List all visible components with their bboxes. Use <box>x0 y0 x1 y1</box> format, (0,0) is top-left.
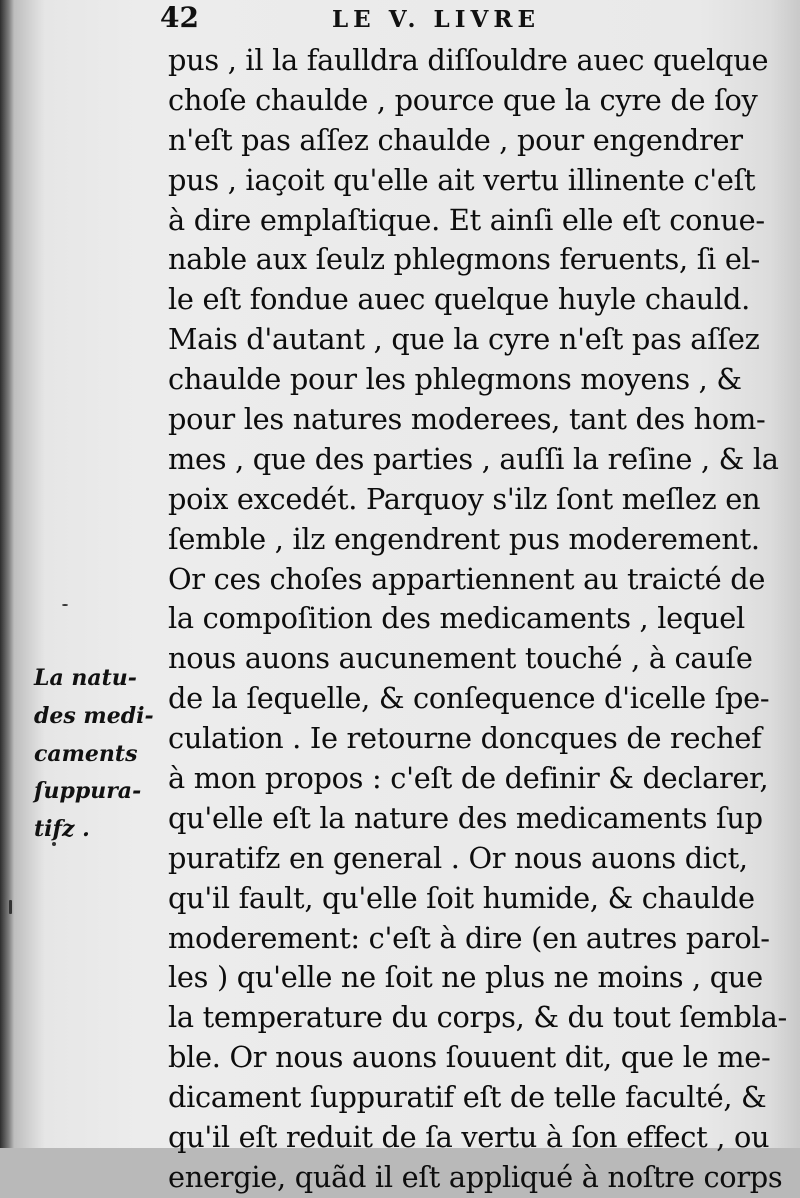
text-line: à dire emplaſtique. Et ainſi elle eſt conue- <box>168 202 765 237</box>
text-line: choſe chaulde , pource que la cyre de ſoy <box>168 82 758 117</box>
text-line: la compoſition des medicaments , lequel <box>168 601 745 636</box>
ink-speck <box>9 900 12 914</box>
binding-shadow <box>0 0 14 1148</box>
text-line: pour les natures moderees, tant des hom- <box>168 402 766 437</box>
text-line: la temperature du corps, & du tout ſembla- <box>168 1000 787 1035</box>
text-line: qu'elle eſt la nature des medicaments ſup <box>168 800 763 835</box>
text-line: Or ces choſes appartiennent au traicté de <box>168 561 766 596</box>
text-line: les ) qu'elle ne ſoit ne plus ne moins , que <box>168 960 763 995</box>
text-line: à mon propos : c'eſt de definir & declarer, <box>168 761 769 796</box>
text-line: de la ſequelle, & conſequence d'icelle ſpe- <box>168 681 770 716</box>
text-line: Mais d'autant , que la cyre n'eſt pas aſſez <box>168 322 760 357</box>
ink-speck <box>52 842 56 846</box>
text-line: ſemble , ilz engendrent pus moderement. <box>168 521 760 556</box>
page-number: 42 <box>160 1 199 34</box>
margin-note-line: caments <box>34 740 138 767</box>
margin-note-line: tifz . <box>34 816 90 843</box>
text-line: qu'il fault, qu'elle ſoit humide, & chaulde <box>168 880 755 915</box>
text-line: qu'il eſt reduit de ſa vertu à ſon effect , ou <box>168 1120 770 1155</box>
ink-speck <box>62 604 68 606</box>
text-line: energie, quãd il eſt appliqué à noſtre corps <box>168 1159 783 1194</box>
text-line: puratifz en general . Or nous auons dict, <box>168 840 748 875</box>
margin-note-line: La natu- <box>34 665 137 691</box>
text-line: n'eſt pas aſſez chaulde , pour engendrer <box>168 122 743 157</box>
text-line: pus , il la faulldra diſſouldre auec quelque <box>168 43 769 77</box>
text-line: pus , iaçoit qu'elle ait vertu illinente c'eſt <box>168 162 756 197</box>
text-line: poix excedét. Parquoy s'ilz ſont meſlez en <box>168 481 761 516</box>
text-line: moderement: c'eſt à dire (en autres parol- <box>168 920 770 955</box>
text-line: culation . Ie retourne doncques de rechef <box>168 721 762 756</box>
margin-note <box>34 660 164 849</box>
book-title: LE V. LIVRE <box>332 6 540 33</box>
body-text <box>168 41 787 1198</box>
margin-note-line: des medi- <box>34 702 154 729</box>
running-head <box>160 2 760 38</box>
text-line: ble. Or nous auons ſouuent dit, que le me- <box>168 1040 771 1075</box>
text-line: le eſt fondue auec quelque huyle chauld. <box>168 282 750 317</box>
text-line: mes , que des parties , auſſi la reſine , & la <box>168 441 779 476</box>
text-line: chaulde pour les phlegmons moyens , & <box>168 362 742 397</box>
text-line: dicament ſuppuratif eſt de telle faculté, & <box>168 1080 767 1115</box>
text-line: nable aux ſeulz phlegmons feruents, ſi el- <box>168 242 760 277</box>
margin-note-line: ſuppura- <box>34 778 142 805</box>
text-line: nous auons aucunement touché , à cauſe <box>168 641 753 676</box>
